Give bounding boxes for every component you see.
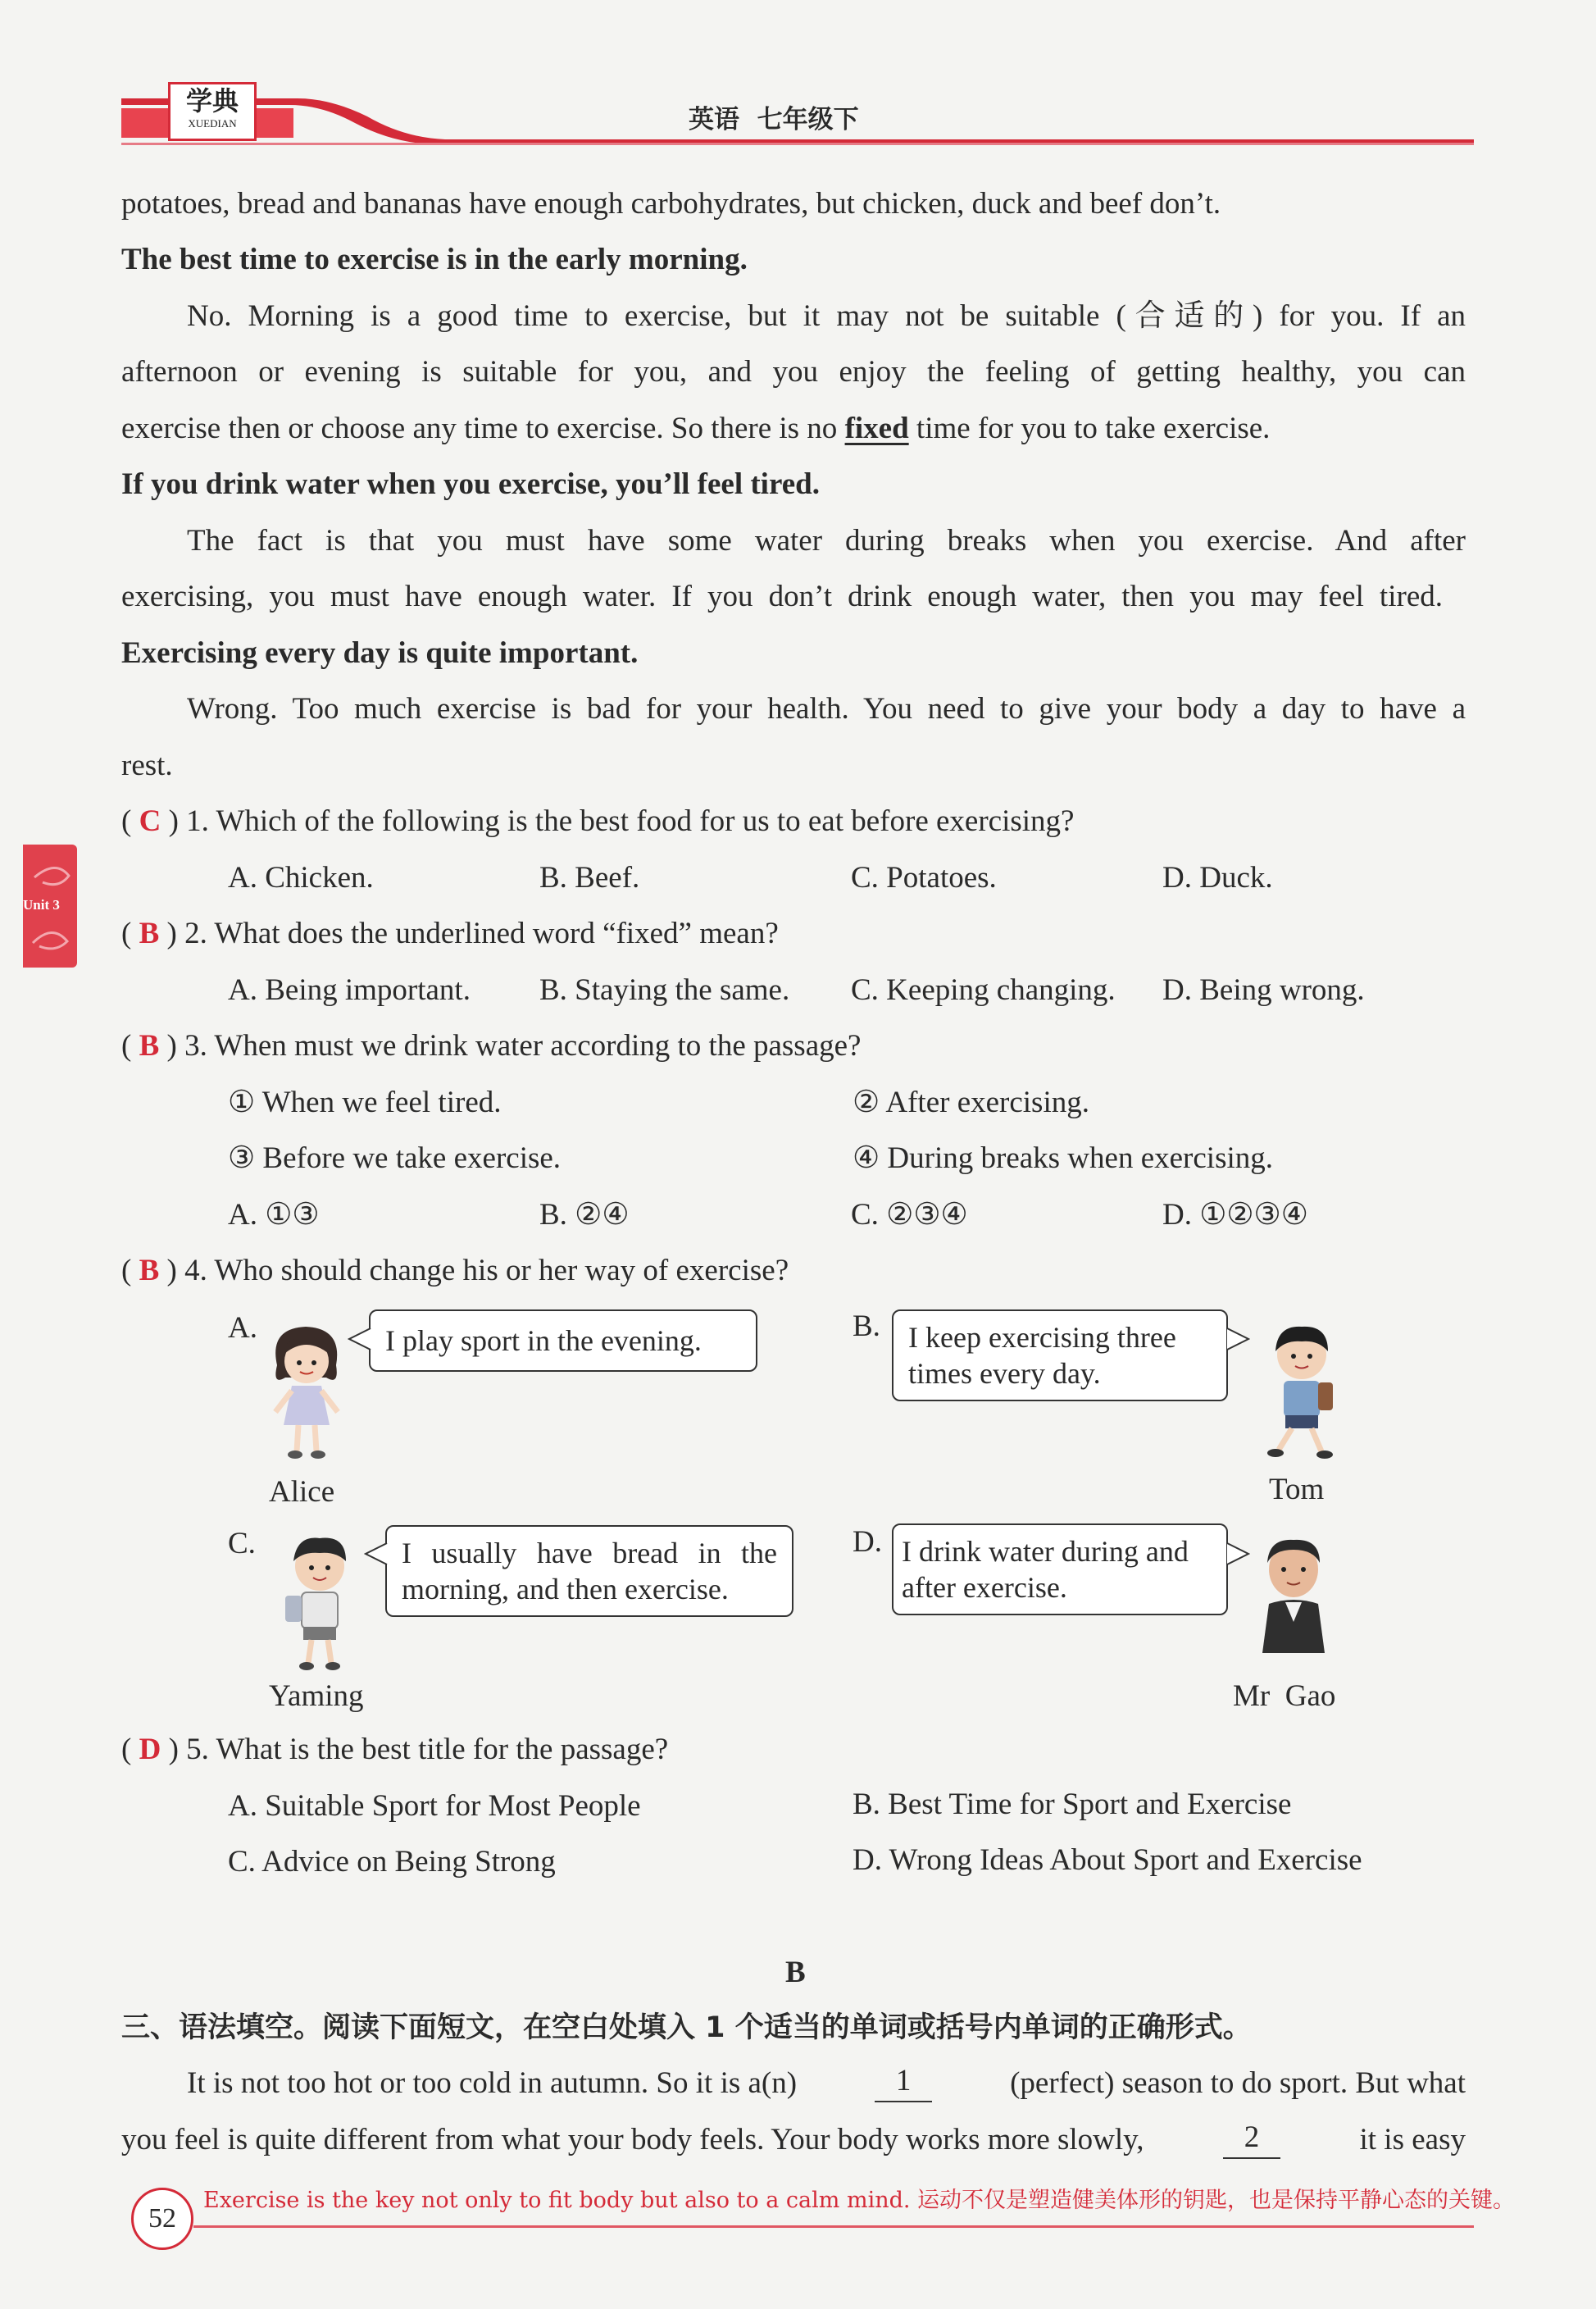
option-letter: A. (228, 1311, 257, 1345)
speech-bubble-tail (1225, 1327, 1250, 1351)
question-4: ( B ) 4. Who should change his or her way of exercise? (121, 1254, 789, 1287)
person-name: Yaming (269, 1679, 364, 1713)
speech-bubble (892, 1523, 1228, 1615)
speech-text: morning, and then exercise. (402, 1573, 729, 1605)
passage-text: time for you to take exercise. (916, 412, 1271, 445)
option: C. ②③④ (851, 1198, 968, 1232)
question-2: ( B ) 2. What does the underlined word “fixed” mean? (121, 917, 779, 950)
person-name: Alice (269, 1475, 335, 1509)
speech-text: I play sport in the evening. (385, 1324, 702, 1357)
girl-illustration (261, 1320, 351, 1468)
myth-heading-2: If you drink water when you exercise, you’ll feel tired. (121, 467, 820, 501)
statement: ③ Before we take exercise. (228, 1141, 562, 1175)
statement: ② After exercising. (853, 1086, 1089, 1119)
logo-chinese: 学典 (185, 85, 239, 116)
speech-bubble-tail (364, 1542, 389, 1566)
passage-line: afternoon or evening is suitable for you, and you enjoy the feeling of getting healthy, you can (121, 355, 1466, 389)
blank-2[interactable]: 2 (1223, 2121, 1280, 2159)
answer-mark: B (139, 917, 160, 950)
option: B. Best Time for Sport and Exercise (853, 1788, 1292, 1821)
speech-bubble (369, 1309, 757, 1372)
statement: ① When we feel tired. (228, 1086, 502, 1119)
myth-heading-3: Exercising every day is quite important. (121, 636, 639, 670)
speech-text: after exercise. (902, 1571, 1067, 1604)
option: A. Being important. (228, 973, 471, 1007)
speech-text: I usually have bread in the (402, 1537, 777, 1569)
side-tab-label: Unit 3 (23, 897, 60, 913)
option: D. Being wrong. (1162, 973, 1365, 1007)
option: B. Staying the same. (539, 973, 790, 1007)
man-gao-illustration (1244, 1530, 1343, 1661)
footer-rule (193, 2225, 1474, 2228)
cloze-text: (perfect) season to do sport. But what (1010, 2066, 1466, 2100)
option-letter: D. (853, 1525, 882, 1559)
question-text: 2. What does the underlined word “fixed” mean? (184, 917, 779, 950)
cloze-text: you feel is quite different from what your body feels. Your body works more slowly, (121, 2123, 1144, 2156)
section-title: 三、语法填空。阅读下面短文，在空白处填入 1 个适当的单词或括号内单词的正确形式。 (121, 2011, 1252, 2044)
question-text: 4. Who should change his or her way of exercise? (184, 1254, 789, 1287)
question-text: 3. When must we drink water according to the passage? (184, 1029, 862, 1063)
question-1: ( C ) 1. Which of the following is the best food for us to eat before exercising? (121, 804, 1075, 838)
cloze-line (121, 2121, 1466, 2159)
passage-line: Wrong. Too much exercise is bad for your health. You need to give your body a day to have a (187, 692, 1466, 726)
question-text: 5. What is the best title for the passage? (186, 1733, 669, 1766)
passage-line (121, 410, 1270, 448)
passage-line: rest. (121, 749, 173, 782)
cloze-text: it is easy (1359, 2123, 1466, 2156)
option: A. Chicken. (228, 861, 374, 895)
answer-mark: B (139, 1254, 160, 1287)
answer-mark: C (139, 804, 161, 838)
option: C. Keeping changing. (851, 973, 1116, 1007)
logo-english: XUEDIAN (188, 117, 237, 130)
page-number-badge (131, 2188, 193, 2250)
passage-line: No. Morning is a good time to exercise, but it may not be suitable (合适的) for you. If an (187, 299, 1466, 333)
cloze-text: It is not too hot or too cold in autumn. So it is a(n) (187, 2066, 798, 2100)
myth-heading-1: The best time to exercise is in the early morning. (121, 243, 748, 276)
statement: ④ During breaks when exercising. (853, 1141, 1273, 1175)
option: C. Potatoes. (851, 861, 997, 895)
section-letter: B (785, 1956, 806, 1989)
logo (168, 82, 257, 141)
underlined-word-fixed: fixed (844, 412, 909, 445)
answer-mark: D (139, 1733, 161, 1766)
cloze-line (187, 2065, 1466, 2102)
person-name: Tom (1269, 1473, 1325, 1506)
speech-text: I keep exercising three (908, 1321, 1176, 1354)
option: A. Suitable Sport for Most People (228, 1789, 641, 1823)
page-number: 52 (148, 2203, 176, 2234)
speech-bubble-tail (348, 1327, 372, 1351)
option: C. Advice on Being Strong (228, 1845, 556, 1879)
passage-line: exercising, you must have enough water. If you don’t drink enough water, then you may feel tired. (121, 580, 1443, 613)
passage-line: potatoes, bread and bananas have enough carbohydrates, but chicken, duck and beef don’t. (121, 187, 1221, 221)
option: B. Beef. (539, 861, 640, 895)
option-letter: B. (853, 1309, 880, 1343)
person-name: Mr Gao (1233, 1679, 1336, 1713)
blank-1[interactable]: 1 (875, 2065, 932, 2102)
passage-line: The fact is that you must have some water during breaks when you exercise. And after (187, 524, 1466, 558)
boy-yaming-illustration (272, 1527, 371, 1674)
passage-text: exercise then or choose any time to exercise. So there is no (121, 412, 838, 445)
question-3: ( B ) 3. When must we drink water according to the passage? (121, 1029, 862, 1063)
speech-bubble (385, 1525, 793, 1617)
option: B. ②④ (539, 1198, 630, 1232)
side-tab-unit (23, 845, 77, 968)
option-letter: C. (228, 1527, 256, 1560)
option: D. Duck. (1162, 861, 1273, 895)
option: D. Wrong Ideas About Sport and Exercise (853, 1843, 1362, 1877)
boy-tom-illustration (1253, 1318, 1351, 1466)
answer-mark: B (139, 1029, 160, 1063)
question-5: ( D ) 5. What is the best title for the passage? (121, 1733, 669, 1766)
speech-text: I drink water during and (902, 1535, 1189, 1568)
question-text: 1. Which of the following is the best food for us to eat before exercising? (186, 804, 1075, 838)
speech-bubble (892, 1309, 1228, 1401)
speech-text: times every day. (908, 1357, 1101, 1390)
header-subject: 英语 七年级下 (689, 105, 859, 134)
option: A. ①③ (228, 1198, 320, 1232)
footer-motto: Exercise is the key not only to fit body but also to a calm mind. 运动不仅是塑造健美体形的钥匙，也是保持平静心态的关键。 (203, 2188, 1516, 2213)
option: D. ①②③④ (1162, 1198, 1308, 1232)
